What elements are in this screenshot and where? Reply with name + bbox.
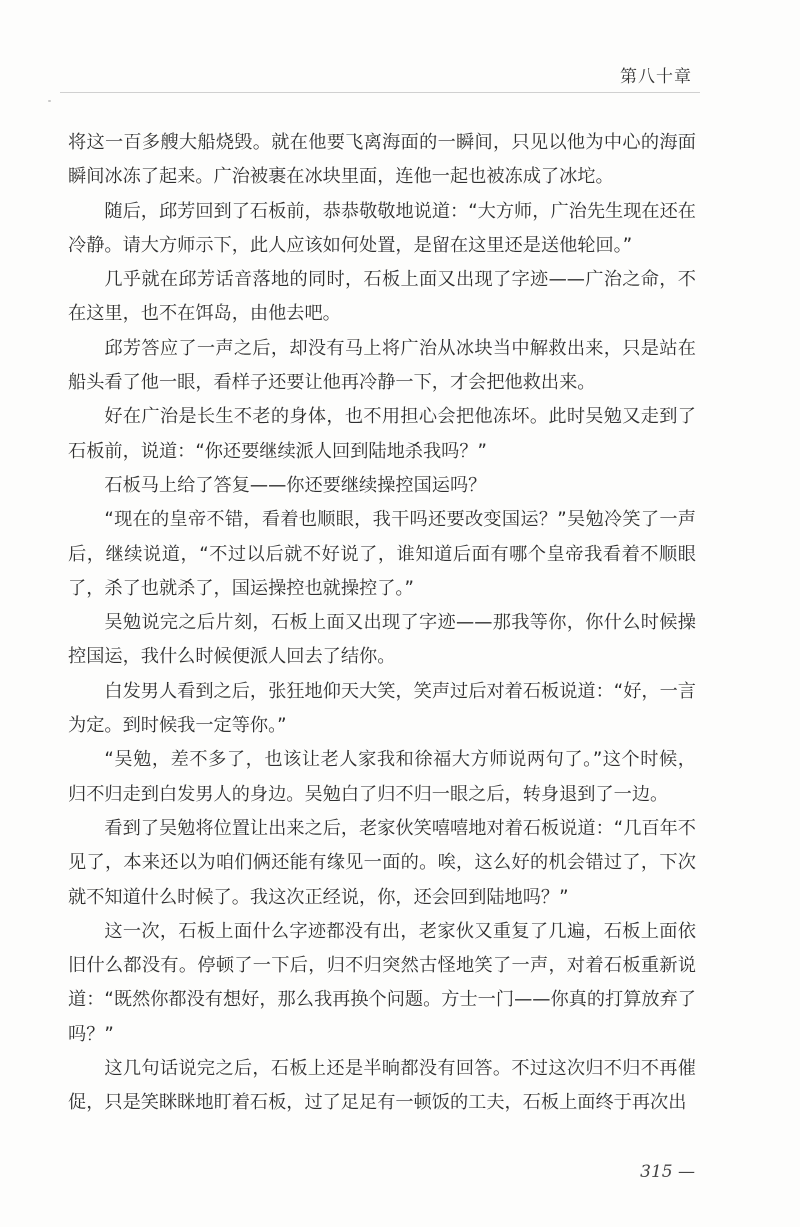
paragraph: 这几句话说完之后，石板上还是半晌都没有回答。不过这次归不归不再催促，只是笑眯眯地盯着石板，过了足足有一顿饭的工夫，石板上面终于再次出 [68,1058,696,1114]
paragraph: “吴勉，差不多了，也该让老人家我和徐福大方师说两句了。”这个时候，归不归走到白发男人的身边。吴勉白了归不归一眼之后，转身退到了一边。 [68,749,696,805]
body-text [68,126,696,1121]
paragraph: 吴勉说完之后片刻，石板上面又出现了字迹——那我等你，你什么时候操控国运，我什么时候便派人回去了结你。 [68,612,696,668]
paragraph: 邱芳答应了一声之后，却没有马上将广治从冰块当中解救出来，只是站在船头看了他一眼，看样子还要让他再冷静一下，才会把他救出来。 [68,337,696,394]
paragraph: “现在的皇帝不错，看着也顺眼，我干吗还要改变国运？”吴勉冷笑了一声后，继续说道，“不过以后就不好说了，谁知道后面有哪个皇帝我看着不顺眼了，杀了也就杀了，国运操控也就操控了。” [68,509,696,599]
chapter-header: 第八十章 [620,67,692,87]
header-rule [60,92,700,93]
scan-speck [48,100,51,102]
paragraph: 白发男人看到之后，张狂地仰天大笑，笑声过后对着石板说道：“好，一言为定。到时候我一定等你。” [68,680,696,737]
paragraph: 这一次，石板上面什么字迹都没有出，老家伙又重复了几遍，石板上面依旧什么都没有。停顿了一下后，归不归突然古怪地笑了一声，对着石板重新说道：“既然你都没有想好，那么我再换个问题。方士一门——你真的打算放弃了吗？” [68,920,696,1045]
paragraph: 几乎就在邱芳话音落地的同时，石板上面又出现了字迹——广治之命，不在这里，也不在饵岛，由他去吧。 [68,269,696,325]
paragraph: 石板马上给了答复——你还要继续操控国运吗？ [104,474,487,496]
paragraph: 将这一百多艘大船烧毁。就在他要飞离海面的一瞬间，只见以他为中心的海面瞬间冰冻了起来。广治被裹在冰块里面，连他一起也被冻成了冰坨。 [68,132,696,188]
paragraph: 看到了吴勉将位置让出来之后，老家伙笑嘻嘻地对着石板说道：“几百年不见了，本来还以为咱们俩还能有缘见一面的。唉，这么好的机会错过了，下次就不知道什么时候了。我这次正经说，你，还会回到陆地吗？” [68,817,696,908]
paragraph: 好在广治是长生不老的身体，也不用担心会把他冻坏。此时吴勉又走到了石板前，说道：“你还要继续派人回到陆地杀我吗？” [68,406,696,462]
paragraph: 随后，邱芳回到了石板前，恭恭敬敬地说道：“大方师，广治先生现在还在冷静。请大方师示下，此人应该如何处置，是留在这里还是送他轮回。” [68,200,696,256]
page-number: 315 — [640,1162,695,1182]
